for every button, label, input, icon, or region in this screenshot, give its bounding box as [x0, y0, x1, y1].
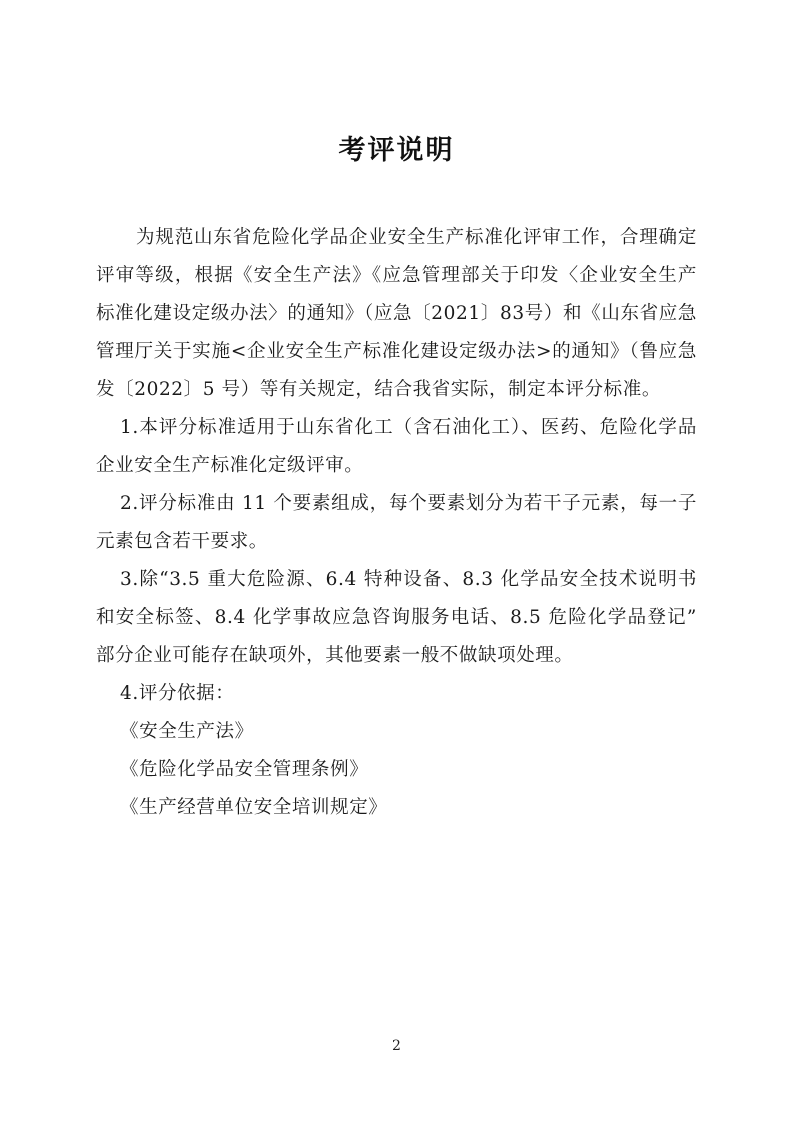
reference-item-3: 《生产经营单位安全培训规定》: [120, 797, 388, 818]
paragraph-intro: 为规范山东省危险化学品企业安全生产标准化评审工作，合理确定评审等级，根据《安全生产法》《应急管理部关于印发〈企业安全生产标准化建设定级办法〉的通知》（应急〔2021〕83号）和《山东省应急管理厅关于实施<企业安全生产标准化建设定级办法>的通知》（鲁应急发〔2022〕5 号）等有关规定，结合我省实际，制定本评分标准。: [96, 227, 697, 400]
paragraph-item-1: 1.本评分标准适用于山东省化工（含石油化工）、医药、危险化学品企业安全生产标准化定级评审。: [96, 417, 697, 476]
document-body: [96, 219, 697, 827]
page-number: 2: [392, 1038, 401, 1054]
reference-item-2: 《危险化学品安全管理条例》: [120, 759, 369, 780]
reference-item-1: 《安全生产法》: [120, 721, 254, 742]
paragraph-item-3: 3.除“3.5 重大危险源、6.4 特种设备、8.3 化学品安全技术说明书和安全标签、8.4 化学事故应急咨询服务电话、8.5 危险化学品登记”部分企业可能存在缺项外，其他要素一般不做缺项处理。: [96, 569, 697, 666]
paragraph-item-4: 4.评分依据：: [120, 683, 235, 704]
paragraph-item-2: 2.评分标准由 11 个要素组成，每个要素划分为若干子元素，每一子元素包含若干要求。: [96, 493, 697, 552]
page-title: 考评说明: [338, 135, 455, 166]
